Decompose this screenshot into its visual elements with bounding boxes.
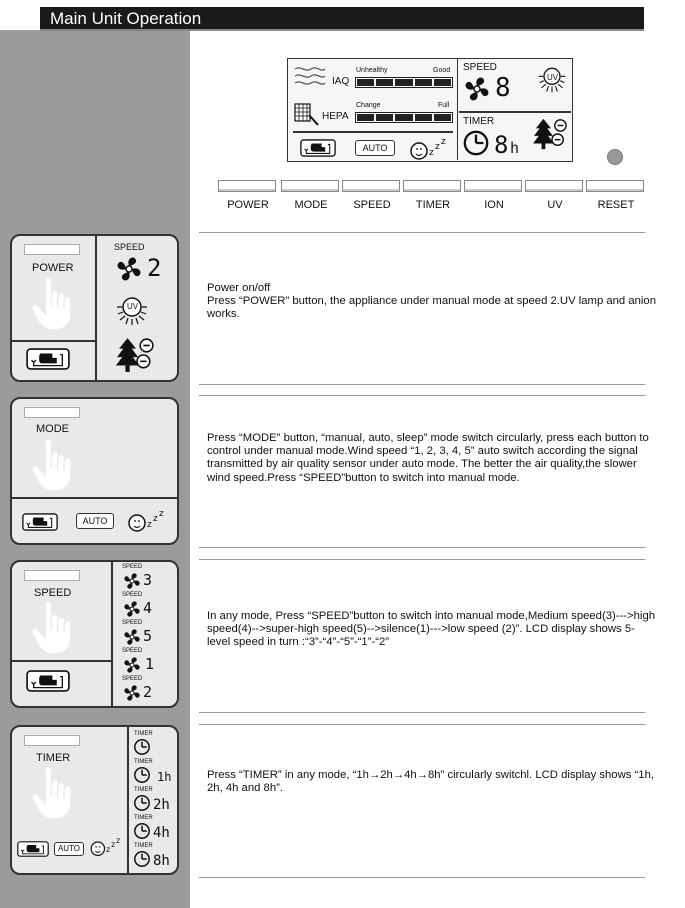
- manual-mode-icon: [26, 670, 70, 692]
- auto-mode-indicator: AUTO: [54, 842, 84, 856]
- uv-button-label: UV: [547, 199, 563, 211]
- timer-level-label: TIMER: [134, 843, 153, 849]
- fan-icon: [122, 655, 142, 675]
- power-button-label: POWER: [227, 199, 269, 211]
- uv-button[interactable]: [525, 180, 583, 192]
- power-button[interactable]: [218, 180, 276, 192]
- timer-level-label: TIMER: [134, 787, 153, 793]
- timer-level-label: TIMER: [134, 759, 153, 765]
- power-panel-button: [24, 244, 80, 255]
- speed-level-label: SPEED: [122, 620, 143, 626]
- timer-panel-button: [24, 735, 80, 746]
- lcd-uv-label: UV: [547, 73, 559, 82]
- hand-press-icon: [30, 276, 76, 332]
- speed-level-digit: 3: [143, 571, 153, 589]
- lcd-right-section: [459, 59, 572, 160]
- lcd-display: [287, 58, 573, 162]
- lcd-speed-digit: 8: [495, 73, 511, 103]
- ion-button-label: ION: [484, 199, 504, 211]
- hand-press-icon: [30, 765, 76, 821]
- lcd-timer-digit: 8: [494, 131, 509, 159]
- mode-description: [207, 432, 657, 485]
- auto-mode-indicator: AUTO: [355, 140, 395, 156]
- ion-button[interactable]: [464, 180, 522, 192]
- speed-panel: [10, 560, 179, 708]
- speed-level-label: SPEED: [122, 676, 143, 682]
- power-panel: [10, 234, 179, 382]
- air-waves-icon: [293, 64, 327, 88]
- sleep-mode-icon: [90, 837, 124, 857]
- control-button-row: [218, 180, 646, 192]
- fan-icon: [122, 571, 142, 591]
- iaq-level-bar: [355, 77, 453, 88]
- manual-mode-icon: [16, 841, 50, 857]
- fan-icon: [462, 74, 492, 104]
- power-panel-speed-digit: 2: [147, 254, 162, 282]
- timer-button-label: TIMER: [415, 199, 451, 211]
- fan-icon: [122, 683, 142, 703]
- section-header: [40, 7, 644, 31]
- mode-panel-button: [24, 407, 80, 418]
- timer-level-value: 8h: [153, 853, 170, 869]
- lcd-speed-label: SPEED: [463, 62, 497, 73]
- speed-button-label: SPEED: [353, 199, 391, 211]
- page-title: Main Unit Operation: [50, 9, 202, 28]
- timer-description: [207, 769, 662, 795]
- reset-button[interactable]: [586, 180, 644, 192]
- mode-description-text: Press “MODE” button, “manual, auto, sleep” mode switch circularly, press each button to control under manual mode.Wind speed “1, 2, 3, 4, 5” auto switch according the signal transmitted by air quality sensor under auto mode. The better the air quality,the slower wind speed.Press “SPEED”button to switch into manual mode.: [207, 432, 649, 484]
- clock-icon: [133, 738, 151, 756]
- clock-icon: [462, 129, 490, 157]
- sleep-mode-icon: [410, 137, 450, 161]
- indicator-light: [607, 149, 623, 165]
- speed-panel-title: SPEED: [34, 587, 72, 599]
- timer-button[interactable]: [403, 180, 461, 192]
- lcd-timer-label: TIMER: [463, 116, 495, 127]
- speed-level-label: SPEED: [122, 648, 143, 654]
- sleep-mode-icon: [128, 509, 168, 533]
- manual-mode-icon: [26, 348, 70, 370]
- speed-level-label: SPEED: [122, 592, 143, 598]
- fan-icon: [122, 627, 142, 647]
- manual-mode-icon: [298, 139, 338, 157]
- fan-icon: [122, 599, 142, 619]
- power-panel-title: POWER: [32, 262, 74, 274]
- iaq-label: IAQ: [332, 76, 350, 87]
- speed-level-label: SPEED: [122, 564, 143, 570]
- clock-icon: [133, 794, 151, 812]
- power-panel-uv-label: UV: [127, 302, 139, 311]
- auto-mode-indicator: AUTO: [76, 513, 114, 529]
- hand-press-icon: [30, 437, 76, 493]
- ion-tree-icon: [114, 336, 158, 374]
- speed-level-digit: 4: [143, 599, 153, 617]
- clock-icon: [133, 766, 151, 784]
- mode-button-label: MODE: [294, 199, 328, 211]
- hepa-level-bar: [355, 112, 453, 123]
- timer-level-value: 4h: [153, 825, 170, 841]
- power-panel-speed-label: SPEED: [114, 242, 145, 252]
- timer-level-value: 1h: [157, 770, 172, 784]
- hepa-label: HEPA: [322, 111, 349, 122]
- timer-panel: [10, 725, 179, 875]
- timer-description-text: Press “TIMER” in any mode, “1h→2h→4h→8h” circularly switchl. LCD display shows “1h, 2h, 4h and 8h”.: [207, 769, 654, 795]
- lcd-timer-unit: h: [510, 139, 520, 157]
- timer-level-label: TIMER: [134, 815, 153, 821]
- power-description: [207, 282, 662, 322]
- hepa-change-label: Change: [356, 102, 381, 109]
- reset-button-label: RESET: [597, 199, 635, 211]
- mode-panel: [10, 397, 179, 545]
- fan-icon: [114, 254, 144, 284]
- timer-level-label: TIMER: [134, 731, 153, 737]
- power-description-line: Press “POWER” button, the appliance under manual mode at speed 2.UV lamp and anion works.: [207, 295, 656, 321]
- speed-description-text: In any mode, Press “SPEED”button to switch into manual mode,Medium speed(3)--->high speed(4)-->super-high speed(5)-->silence(1)--->low speed (2)”. LCD display shows 5-level speed in turn :“3”-“4”-“5”-“1”-“2”: [207, 610, 656, 649]
- ion-tree-icon: [532, 117, 570, 151]
- power-description-line: Power on/off: [207, 282, 271, 294]
- manual-mode-icon: [20, 513, 60, 531]
- clock-icon: [133, 850, 151, 868]
- speed-description: [207, 610, 657, 650]
- lcd-left-section: [288, 59, 458, 160]
- clock-icon: [133, 822, 151, 840]
- iaq-good-label: Good: [433, 67, 451, 74]
- mode-button[interactable]: [281, 180, 339, 192]
- hand-press-icon: [30, 600, 76, 656]
- iaq-unhealthy-label: Unhealthy: [356, 67, 388, 74]
- speed-button[interactable]: [342, 180, 400, 192]
- timer-panel-title: TIMER: [36, 752, 71, 764]
- timer-level-value: 2h: [153, 797, 170, 813]
- speed-level-digit: 5: [143, 627, 153, 645]
- speed-level-digit: 2: [143, 683, 153, 701]
- mode-panel-title: MODE: [36, 423, 69, 435]
- hepa-full-label: Full: [438, 102, 450, 109]
- speed-panel-button: [24, 570, 80, 581]
- speed-level-digit: 1: [145, 655, 155, 673]
- hepa-filter-icon: [294, 101, 320, 127]
